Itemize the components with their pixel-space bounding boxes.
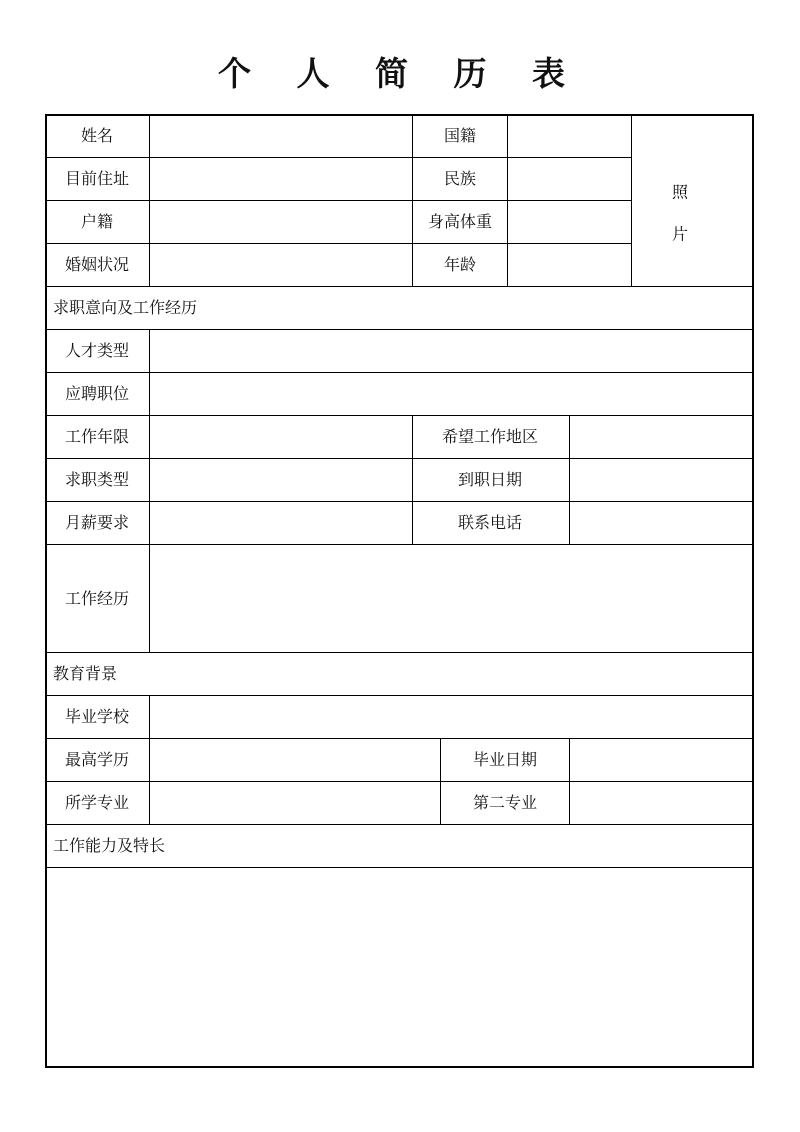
photo-box[interactable]	[632, 115, 753, 286]
col-divider	[440, 738, 441, 824]
photo-label-char1: 照	[671, 182, 689, 202]
second-major-field[interactable]	[570, 782, 753, 824]
skills-field[interactable]	[47, 868, 752, 1066]
marital-label: 婚姻状况	[64, 255, 130, 274]
height-weight-label: 身高体重	[427, 212, 493, 231]
degree-label: 最高学历	[64, 750, 130, 769]
grad-date-label: 毕业日期	[472, 750, 538, 769]
start-date-label: 到职日期	[457, 470, 523, 489]
skills-section-heading: 工作能力及特长	[53, 836, 166, 855]
years-label: 工作年限	[64, 427, 130, 446]
position-label: 应聘职位	[64, 384, 130, 403]
school-field[interactable]	[150, 696, 753, 738]
registry-field[interactable]	[150, 201, 412, 243]
row-divider	[45, 286, 754, 287]
degree-field[interactable]	[150, 739, 440, 781]
job-section-heading: 求职意向及工作经历	[53, 298, 198, 317]
row-divider	[45, 652, 754, 653]
school-label: 毕业学校	[64, 707, 130, 726]
phone-field[interactable]	[570, 502, 753, 544]
years-field[interactable]	[150, 416, 412, 458]
salary-field[interactable]	[150, 502, 412, 544]
education-section-heading: 教育背景	[53, 664, 118, 683]
age-field[interactable]	[508, 244, 631, 286]
job-type-label: 求职类型	[64, 470, 130, 489]
start-date-field[interactable]	[570, 459, 753, 501]
height-weight-field[interactable]	[508, 201, 631, 243]
nationality-label: 国籍	[443, 126, 477, 145]
marital-field[interactable]	[150, 244, 412, 286]
major-label: 所学专业	[64, 793, 130, 812]
phone-label: 联系电话	[457, 513, 523, 532]
col-divider	[412, 114, 413, 286]
grad-date-field[interactable]	[570, 739, 753, 781]
job-type-field[interactable]	[150, 459, 412, 501]
talent-type-label: 人才类型	[64, 341, 130, 360]
experience-field[interactable]	[150, 545, 753, 652]
photo-label-char2: 片	[671, 224, 689, 244]
ethnicity-field[interactable]	[508, 158, 631, 200]
name-label: 姓名	[80, 126, 114, 145]
major-field[interactable]	[150, 782, 440, 824]
registry-label: 户籍	[80, 212, 114, 231]
nationality-field[interactable]	[508, 115, 631, 157]
page-title: 个 人 简 历 表	[218, 54, 582, 93]
talent-type-field[interactable]	[150, 330, 753, 372]
address-label: 目前住址	[64, 169, 130, 188]
address-field[interactable]	[150, 158, 412, 200]
row-divider	[45, 824, 754, 825]
experience-label: 工作经历	[64, 589, 130, 608]
desired-area-label: 希望工作地区	[441, 427, 539, 446]
age-label: 年龄	[443, 255, 477, 274]
ethnicity-label: 民族	[443, 169, 477, 188]
col-divider	[412, 415, 413, 544]
name-field[interactable]	[150, 115, 412, 157]
position-field[interactable]	[150, 373, 753, 415]
desired-area-field[interactable]	[570, 416, 753, 458]
salary-label: 月薪要求	[64, 513, 130, 532]
second-major-label: 第二专业	[472, 793, 538, 812]
